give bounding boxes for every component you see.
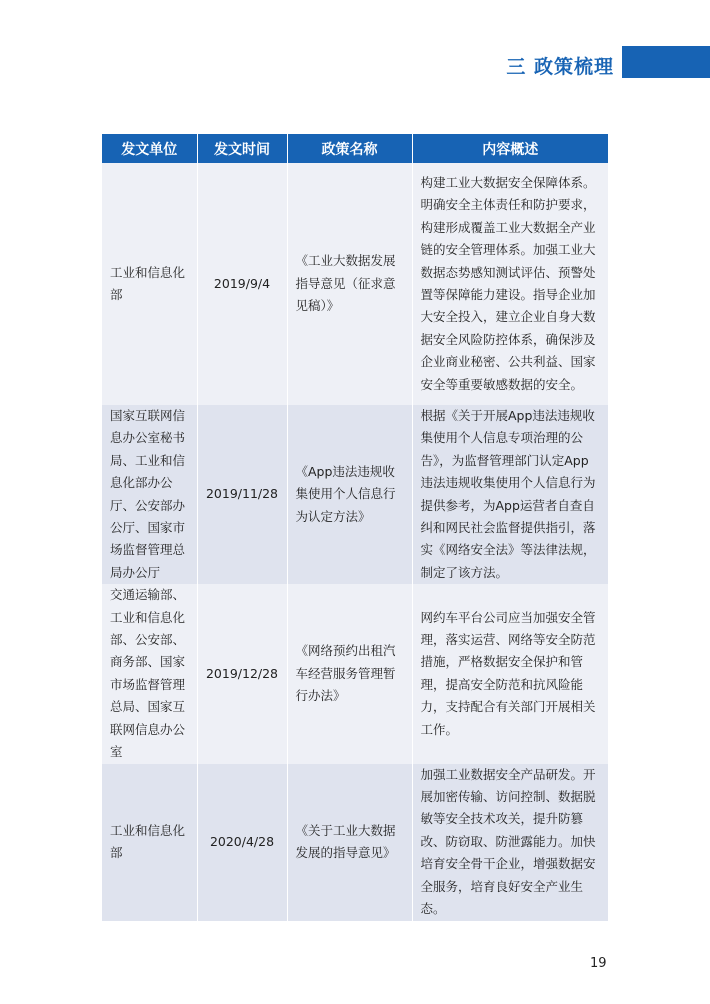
- column-header-summary: 内容概述: [412, 134, 608, 163]
- section-title: 三 政策梳理: [506, 56, 614, 78]
- table-row: [102, 163, 608, 405]
- cell-policy-name: 《App违法违规收集使用个人信息行为认定方法》: [287, 405, 412, 584]
- cell-date: 2019/11/28: [197, 405, 287, 584]
- cell-date: 2019/12/28: [197, 584, 287, 763]
- cell-date: 2020/4/28: [197, 764, 287, 921]
- column-header-name: 政策名称: [287, 134, 412, 163]
- cell-unit: 交通运输部、工业和信息化部、公安部、商务部、国家市场监督管理总局、国家互联网信息办公室: [102, 584, 197, 763]
- cell-date: 2019/9/4: [197, 163, 287, 405]
- cell-summary: 加强工业数据安全产品研发。开展加密传输、访问控制、数据脱敏等安全技术攻关，提升防篡改、防窃取、防泄露能力。加快培育安全骨干企业，增强数据安全服务，培育良好安全产业生态。: [412, 764, 608, 921]
- cell-unit: 国家互联网信息办公室秘书局、工业和信息化部办公厅、公安部办公厅、国家市场监督管理总局办公厅: [102, 405, 197, 584]
- cell-summary: 网约车平台公司应当加强安全管理，落实运营、网络等安全防范措施，严格数据安全保护和管理，提高安全防范和抗风险能力，支持配合有关部门开展相关工作。: [412, 584, 608, 763]
- cell-policy-name: 《网络预约出租汽车经营服务管理暂行办法》: [287, 584, 412, 763]
- title-accent-block: [622, 46, 710, 78]
- cell-policy-name: 《工业大数据发展指导意见（征求意见稿）》: [287, 163, 412, 405]
- table-row: [102, 584, 608, 763]
- cell-unit: 工业和信息化部: [102, 764, 197, 921]
- table-row: [102, 764, 608, 921]
- cell-summary: 根据《关于开展App违法违规收集使用个人信息专项治理的公告》，为监督管理部门认定App违法违规收集使用个人信息行为提供参考，为App运营者自查自纠和网民社会监督提供指引，落实《网络安全法》等法律法规，制定了该方法。: [412, 405, 608, 584]
- cell-policy-name: 《关于工业大数据发展的指导意见》: [287, 764, 412, 921]
- policy-table: [102, 134, 608, 921]
- table-row: [102, 405, 608, 584]
- column-header-date: 发文时间: [197, 134, 287, 163]
- cell-summary: 构建工业大数据安全保障体系。明确安全主体责任和防护要求，构建形成覆盖工业大数据全产业链的安全管理体系。加强工业大数据态势感知测试评估、预警处置等保障能力建设。指导企业加大安全投入，建立企业自身大数据安全风险防控体系，确保涉及企业商业秘密、公共利益、国家安全等重要敏感数据的安全。: [412, 163, 608, 405]
- page-number: 19: [590, 956, 607, 971]
- cell-unit: 工业和信息化部: [102, 163, 197, 405]
- column-header-unit: 发文单位: [102, 134, 197, 163]
- table-header-row: [102, 134, 608, 163]
